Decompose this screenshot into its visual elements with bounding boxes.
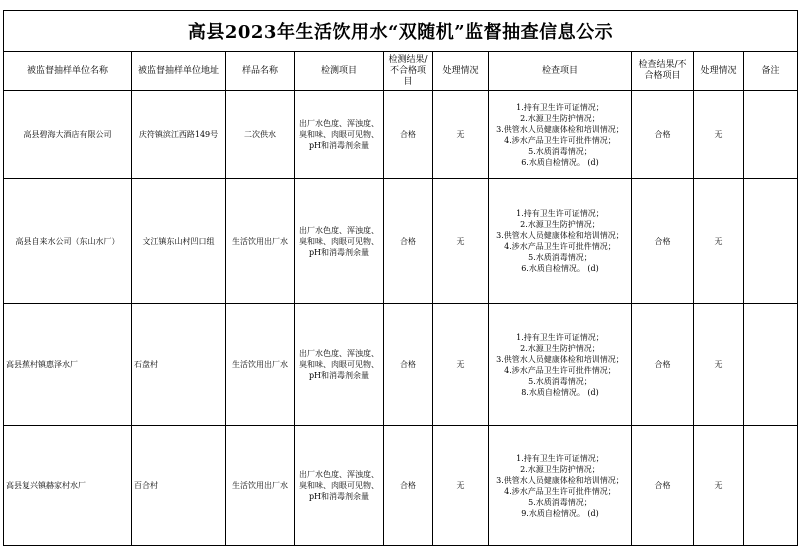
cell-test-items: 出厂水色度、浑浊度、臭和味、肉眼可见物、pH和消毒剂余量 <box>295 426 384 546</box>
cell-unit-address: 文江镇东山村凹口组 <box>132 179 226 304</box>
header-inspect-result: 检查结果/不合格项目 <box>632 52 694 91</box>
header-unit-name: 被监督抽样单位名称 <box>4 52 132 91</box>
cell-inspect-handling: 无 <box>694 179 744 304</box>
cell-inspect-items: 1.持有卫生许可证情况； 2.水源卫生防护情况； 3.供管水人员健康体检和培训情况； 4.涉水产品卫生许可批件情况； 5.水质消毒情况； 8.水质自检情况。 (d) <box>489 304 632 426</box>
header-sample-name: 样品名称 <box>226 52 295 91</box>
cell-sample-name: 生活饮用出厂水 <box>226 304 295 426</box>
cell-handling: 无 <box>433 426 489 546</box>
cell-inspect-handling: 无 <box>694 426 744 546</box>
cell-remarks <box>744 304 798 426</box>
cell-inspect-result: 合格 <box>632 91 694 179</box>
cell-sample-name: 生活饮用出厂水 <box>226 179 295 304</box>
header-inspect-items: 检查项目 <box>489 52 632 91</box>
cell-unit-name: 高县碧海大酒店有限公司 <box>4 91 132 179</box>
cell-inspect-items: 1.持有卫生许可证情况； 2.水源卫生防护情况； 3.供管水人员健康体检和培训情况； 4.涉水产品卫生许可批件情况； 5.水质消毒情况； 6.水质自检情况。 (d) <box>489 91 632 179</box>
header-inspect-handling: 处理情况 <box>694 52 744 91</box>
table-row <box>4 179 798 304</box>
cell-unit-address: 百合村 <box>132 426 226 546</box>
cell-sample-name: 生活饮用出厂水 <box>226 426 295 546</box>
page-title: 高县2023年生活饮用水“双随机”监督抽查信息公示 <box>4 11 798 52</box>
cell-test-result: 合格 <box>384 179 433 304</box>
header-handling: 处理情况 <box>433 52 489 91</box>
cell-inspect-items: 1.持有卫生许可证情况； 2.水源卫生防护情况； 3.供管水人员健康体检和培训情况； 4.涉水产品卫生许可批件情况； 5.水质消毒情况； 9.水质自检情况。 (d) <box>489 426 632 546</box>
cell-handling: 无 <box>433 179 489 304</box>
header-test-items: 检测项目 <box>295 52 384 91</box>
cell-unit-name: 高县自来水公司（东山水厂） <box>4 179 132 304</box>
cell-test-result: 合格 <box>384 91 433 179</box>
cell-test-result: 合格 <box>384 304 433 426</box>
cell-remarks <box>744 179 798 304</box>
title-row <box>4 11 798 52</box>
header-unit-address: 被监督抽样单位地址 <box>132 52 226 91</box>
cell-handling: 无 <box>433 91 489 179</box>
cell-inspect-handling: 无 <box>694 91 744 179</box>
cell-test-items: 出厂水色度、浑浊度、臭和味、肉眼可见物、pH和消毒剂余量 <box>295 179 384 304</box>
cell-test-items: 出厂水色度、浑浊度、臭和味、肉眼可见物、pH和消毒剂余量 <box>295 91 384 179</box>
cell-unit-name: 高县复兴镇赫家村水厂 <box>4 426 132 546</box>
header-row <box>4 52 798 91</box>
cell-inspect-handling: 无 <box>694 304 744 426</box>
cell-remarks <box>744 91 798 179</box>
cell-test-items: 出厂水色度、浑浊度、臭和味、肉眼可见物、pH和消毒剂余量 <box>295 304 384 426</box>
cell-unit-address: 石盘村 <box>132 304 226 426</box>
cell-inspect-items: 1.持有卫生许可证情况； 2.水源卫生防护情况； 3.供管水人员健康体检和培训情况； 4.涉水产品卫生许可批件情况； 5.水质消毒情况； 6.水质自检情况。 (d) <box>489 179 632 304</box>
cell-inspect-result: 合格 <box>632 304 694 426</box>
cell-unit-address: 庆符镇滨江西路149号 <box>132 91 226 179</box>
header-remarks: 备注 <box>744 52 798 91</box>
table-row <box>4 304 798 426</box>
cell-inspect-result: 合格 <box>632 179 694 304</box>
cell-unit-name: 高县蕉村镇惠泽水厂 <box>4 304 132 426</box>
inspection-table <box>3 10 798 546</box>
cell-inspect-result: 合格 <box>632 426 694 546</box>
cell-remarks <box>744 426 798 546</box>
cell-handling: 无 <box>433 304 489 426</box>
table-row <box>4 426 798 546</box>
header-test-result: 检测结果/不合格项目 <box>384 52 433 91</box>
cell-sample-name: 二次供水 <box>226 91 295 179</box>
table-row <box>4 91 798 179</box>
cell-test-result: 合格 <box>384 426 433 546</box>
